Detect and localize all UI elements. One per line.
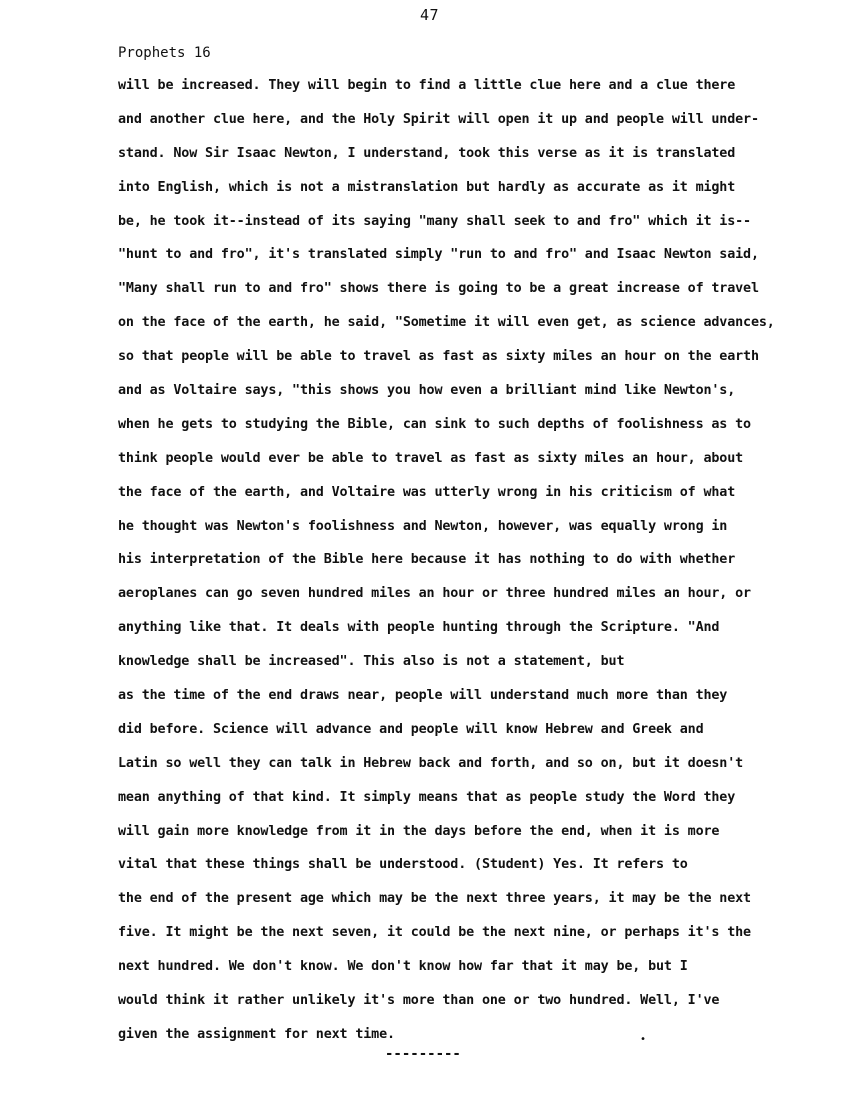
text-line: Latin so well they can talk in Hebrew back and forth, and so on, but it doesn't <box>118 755 744 771</box>
text-line: as the time of the end draws near, people will understand much more than they <box>118 688 728 704</box>
text-line: on the face of the earth, he said, "Sometime it will even get, as science advances, <box>118 315 775 331</box>
text-line: "Many shall run to and fro" shows there is going to be a great increase of travel <box>118 281 759 297</box>
text-line: "hunt to and fro", it's translated simply "run to and fro" and Isaac Newton said, <box>118 247 759 263</box>
text-line: and as Voltaire says, "this shows you how even a brilliant mind like Newton's, <box>118 383 736 399</box>
page-number: 47 <box>420 6 440 24</box>
text-line: think people would ever be able to travel as fast as sixty miles an hour, about <box>118 450 744 466</box>
text-line: vital that these things shall be understood. (Student) Yes. It refers to <box>118 857 688 873</box>
text-line: and another clue here, and the Holy Spirit will open it up and people will under- <box>118 111 759 127</box>
text-line: would think it rather unlikely it's more than one or two hundred. Well, I've <box>118 993 720 1009</box>
text-line: knowledge shall be increased". This also is not a statement, but <box>118 654 625 670</box>
text-line: five. It might be the next seven, it could be the next nine, or perhaps it's the <box>118 925 751 941</box>
text-line: did before. Science will advance and people will know Hebrew and Greek and <box>118 721 704 737</box>
text-line: will be increased. They will begin to find a little clue here and a clue there <box>118 78 736 93</box>
text-line: he thought was Newton's foolishness and Newton, however, was equally wrong in <box>118 518 728 534</box>
text-line: the end of the present age which may be the next three years, it may be the next <box>118 891 751 907</box>
text-line: mean anything of that kind. It simply means that as people study the Word they <box>118 789 736 805</box>
body-text <box>118 73 818 1056</box>
text-line: will gain more knowledge from it in the days before the end, when it is more <box>118 823 720 839</box>
text-line: next hundred. We don't know. We don't know how far that it may be, but I <box>118 959 688 975</box>
end-rule: --------- <box>385 1046 461 1062</box>
text-line: aeroplanes can go seven hundred miles an hour or three hundred miles an hour, or <box>118 586 751 602</box>
text-line: into English, which is not a mistranslation but hardly as accurate as it might <box>118 179 736 195</box>
page-header: Prophets 16 <box>118 45 211 61</box>
text-line: stand. Now Sir Isaac Newton, I understand, took this verse as it is translated <box>118 145 736 161</box>
text-line: his interpretation of the Bible here because it has nothing to do with whether <box>118 552 736 568</box>
text-line: be, he took it--instead of its saying "many shall seek to and fro" which it is-- <box>118 213 751 229</box>
text-line: anything like that. It deals with people hunting through the Scripture. "And <box>118 620 720 636</box>
text-line: so that people will be able to travel as fast as sixty miles an hour on the earth <box>118 349 759 365</box>
text-line: given the assignment for next time. <box>118 1026 395 1042</box>
text-line: when he gets to studying the Bible, can sink to such depths of foolishness as to <box>118 416 751 432</box>
stray-mark: • <box>640 1034 647 1045</box>
text-line: the face of the earth, and Voltaire was utterly wrong in his criticism of what <box>118 484 736 500</box>
